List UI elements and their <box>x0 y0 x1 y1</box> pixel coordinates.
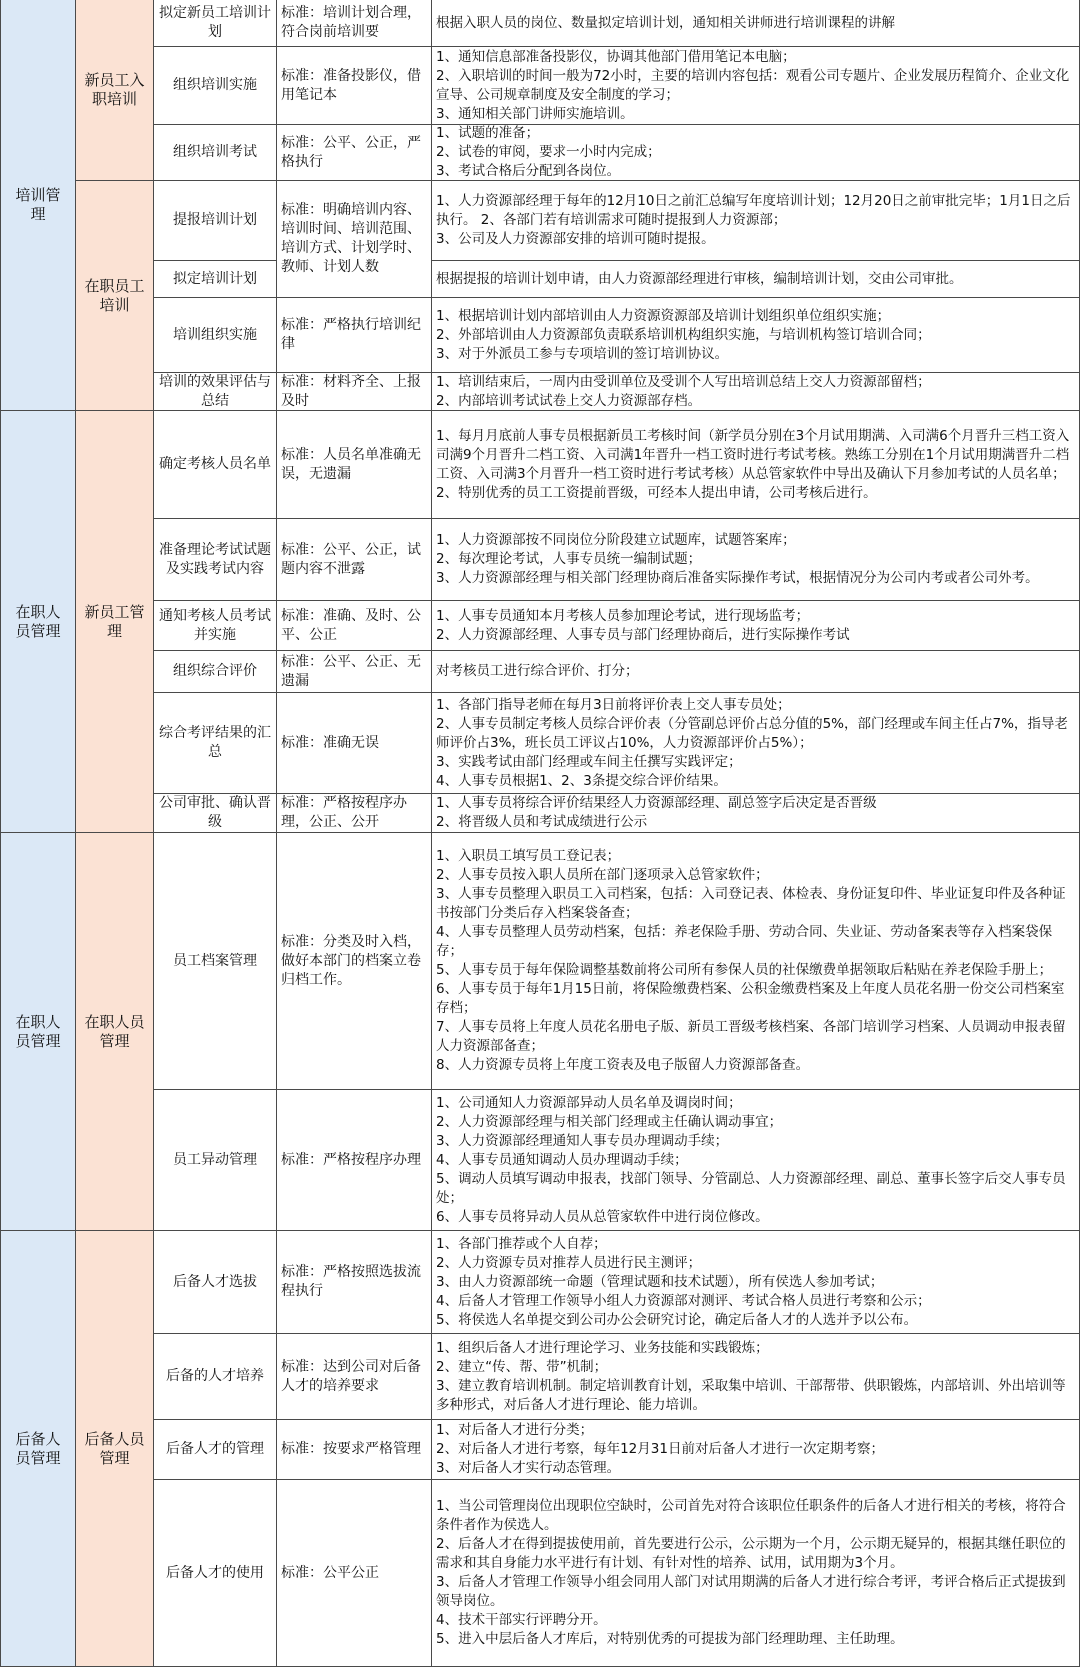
content-cell: 1、入职员工填写员工登记表； 2、人事专员按入职人员所在部门逐项录入总管家软件； 3、人事专员整理入职员工入司档案，包括：入司登记表、体检表、身份证复印件、毕业证复印件及各种证书按部门分类后存入档案袋备查； 4、人事专员整理人员劳动档案，包括：养老保险手册、劳动合同、失业证、劳动备案表等存入档案袋保存； 5、人事专员于每年保险调整基数前将公司所有参保人员的社保缴费单据领取后粘贴在养老保险手册上； 6、人事专员于每年1月15日前，将保险缴费档案、公积金缴费档案及上年度人员花名册一份交公司档案室存档； 7、人事专员将上年度人员花名册电子版、新员工晋级考核档案、各部门培训学习档案、人员调动申报表留人力资源部备查； 8、人力资源专员将上年度工资表及电子版留人力资源部备查。 <box>432 833 1080 1090</box>
content-cell: 1、人事专员通知本月考核人员参加理论考试，进行现场监考； 2、人力资源部经理、人事专员与部门经理协商后，进行实际操作考试 <box>432 601 1080 651</box>
category-cell: 后备人员管理 <box>0 1231 76 1667</box>
category-cell: 培训管理 <box>0 0 76 411</box>
content-cell: 1、试题的准备； 2、试卷的审阅，要求一小时内完成； 3、考试合格后分配到各岗位。 <box>432 125 1080 181</box>
standard-cell: 标准：公平公正 <box>277 1480 432 1667</box>
item-cell: 公司审批、确认晋级 <box>154 794 277 833</box>
standard-cell: 标准：达到公司对后备人才的培养要求 <box>277 1334 432 1420</box>
standard-cell: 标准：严格按程序办理 <box>277 1090 432 1231</box>
standard-cell: 标准：严格按程序办理，公正、公开 <box>277 794 432 833</box>
item-cell: 员工档案管理 <box>154 833 277 1090</box>
content-cell: 1、组织后备人才进行理论学习、业务技能和实践锻炼； 2、建立“传、帮、带”机制； 3、建立教育培训机制。制定培训教育计划，采取集中培训、干部帮带、供职锻炼，内部培训、外出培训等多种形式，对后备人才进行理论、能力培训。 <box>432 1334 1080 1420</box>
standard-cell: 标准：公平、公正、无遗漏 <box>277 651 432 693</box>
item-cell: 准备理论考试试题及实践考试内容 <box>154 519 277 601</box>
content-cell: 1、各部门指导老师在每月3日前将评价表上交人事专员处； 2、人事专员制定考核人员综合评价表（分管副总评价占总分值的5%，部门经理或车间主任占7%，指导老师评价占3%，班长员工评议占10%，人力资源部评价占5%）； 3、实践考试由部门经理或车间主任撰写实践评定； 4、人事专员根据1、2、3条提交综合评价结果。 <box>432 693 1080 794</box>
item-cell: 确定考核人员名单 <box>154 411 277 519</box>
item-cell: 后备的人才培养 <box>154 1334 277 1420</box>
content-cell: 1、人力资源部按不同岗位分阶段建立试题库，试题答案库； 2、每次理论考试，人事专员统一编制试题； 3、人力资源部经理与相关部门经理协商后准备实际操作考试，根据情况分为公司内考或者公司外考。 <box>432 519 1080 601</box>
subcategory-cell: 后备人员管理 <box>76 1231 154 1667</box>
standard-cell: 标准：按要求严格管理 <box>277 1420 432 1480</box>
standard-cell: 标准：准备投影仪，借用笔记本 <box>277 47 432 125</box>
standard-cell: 标准：公平、公正，严格执行 <box>277 125 432 181</box>
content-cell: 1、对后备人才进行分类； 2、对后备人才进行考察，每年12月31日前对后备人才进行一次定期考察； 3、对后备人才实行动态管理。 <box>432 1420 1080 1480</box>
item-cell: 综合考评结果的汇总 <box>154 693 277 794</box>
standard-cell: 标准：公平、公正，试题内容不泄露 <box>277 519 432 601</box>
content-cell: 对考核员工进行综合评价、打分； <box>432 651 1080 693</box>
item-cell: 拟定新员工培训计划 <box>154 0 277 47</box>
item-cell: 后备人才的使用 <box>154 1480 277 1667</box>
content-cell: 根据提报的培训计划申请，由人力资源部经理进行审核，编制培训计划，交由公司审批。 <box>432 261 1080 298</box>
subcategory-cell: 新员工管理 <box>76 411 154 833</box>
standard-cell: 标准：准确无误 <box>277 693 432 794</box>
subcategory-cell: 新员工入职培训 <box>76 0 154 181</box>
content-cell: 1、公司通知人力资源部异动人员名单及调岗时间； 2、人力资源部经理与相关部门经理或主任确认调动事宜； 3、人力资源部经理通知人事专员办理调动手续； 4、人事专员通知调动人员办理调动手续； 5、调动人员填写调动申报表，找部门领导、分管副总、人力资源部经理、副总、董事长签字后交人事专员处； 6、人事专员将异动人员从总管家软件中进行岗位修改。 <box>432 1090 1080 1231</box>
item-cell: 员工异动管理 <box>154 1090 277 1231</box>
content-cell: 1、通知信息部准备投影仪，协调其他部门借用笔记本电脑； 2、入职培训的时间一般为72小时，主要的培训内容包括：观看公司专题片、企业发展历程简介、企业文化宣导、公司规章制度及安全制度的学习； 3、通知相关部门讲师实施培训。 <box>432 47 1080 125</box>
item-cell: 培训组织实施 <box>154 298 277 373</box>
content-cell: 1、各部门推荐或个人自荐； 2、人力资源专员对推荐人员进行民主测评； 3、由人力资源部统一命题（管理试题和技术试题），所有侯选人参加考试； 4、后备人才管理工作领导小组人力资源部对测评、考试合格人员进行考察和公示； 5、将侯选人名单提交到公司办公会研究讨论，确定后备人才的人选并予以公布。 <box>432 1231 1080 1334</box>
content-cell: 根据入职人员的岗位、数量拟定培训计划，通知相关讲师进行培训课程的讲解 <box>432 0 1080 47</box>
item-cell: 后备人才选拔 <box>154 1231 277 1334</box>
content-cell: 1、培训结束后，一周内由受训单位及受训个人写出培训总结上交人力资源部留档； 2、内部培训考试试卷上交人力资源部存档。 <box>432 373 1080 411</box>
subcategory-cell: 在职人员管理 <box>76 833 154 1231</box>
item-cell: 组织综合评价 <box>154 651 277 693</box>
category-cell: 在职人员管理 <box>0 411 76 833</box>
item-cell: 提报培训计划 <box>154 181 277 261</box>
subcategory-cell: 在职员工培训 <box>76 181 154 411</box>
standard-cell: 标准：准确、及时、公平、公正 <box>277 601 432 651</box>
standard-cell: 标准：人员名单准确无误，无遗漏 <box>277 411 432 519</box>
item-cell: 后备人才的管理 <box>154 1420 277 1480</box>
standard-cell: 标准：材料齐全、上报及时 <box>277 373 432 411</box>
standard-cell: 标准：分类及时入档，做好本部门的档案立卷归档工作。 <box>277 833 432 1090</box>
content-cell: 1、人力资源部经理于每年的12月10日之前汇总编写年度培训计划；12月20日之前审批完毕；1月1日之后执行。 2、各部门若有培训需求可随时提报到人力资源部； 3、公司及人力资源部安排的培训可随时提报。 <box>432 181 1080 261</box>
content-cell: 1、根据培训计划内部培训由人力资源资源部及培训计划组织单位组织实施； 2、外部培训由人力资源部负责联系培训机构组织实施，与培训机构签订培训合同； 3、对于外派员工参与专项培训的签订培训协议。 <box>432 298 1080 373</box>
standard-cell: 标准：培训计划合理，符合岗前培训要 <box>277 0 432 47</box>
category-cell: 在职人员管理 <box>0 833 76 1231</box>
item-cell: 通知考核人员考试并实施 <box>154 601 277 651</box>
content-cell: 1、每月月底前人事专员根据新员工考核时间（新学员分别在3个月试用期满、入司满6个月晋升三档工资入司满9个月晋升二档工资、入司满1年晋升一档工资时进行考试考核。熟练工分别在1个月试用期满晋升二档工资、入司满3个月晋升一档工资时进行考试考核）从总管家软件中导出及确认下月参加考试的人员名单； 2、特别优秀的员工工资提前晋级，可经本人提出申请，公司考核后进行。 <box>432 411 1080 519</box>
item-cell: 培训的效果评估与总结 <box>154 373 277 411</box>
standard-cell: 标准：严格按照选拔流程执行 <box>277 1231 432 1334</box>
standard-cell: 标准：严格执行培训纪律 <box>277 298 432 373</box>
item-cell: 组织培训实施 <box>154 47 277 125</box>
content-cell: 1、当公司管理岗位出现职位空缺时，公司首先对符合该职位任职条件的后备人才进行相关的考核，将符合条件者作为侯选人。 2、后备人才在得到提拔使用前，首先要进行公示，公示期为一个月，公示期无疑异的，根据其继任职位的需求和其自身能力水平进行有计划、有针对性的培养、试用，试用期为3个月。 3、后备人才管理工作领导小组会同用人部门对试用期满的后备人才进行综合考评，考评合格后正式提拔到领导岗位。 4、技术干部实行评聘分开。 5、进入中层后备人才库后，对特别优秀的可提拔为部门经理助理、主任助理。 <box>432 1480 1080 1667</box>
standard-cell: 标准：明确培训内容、培训时间、培训范围、培训方式、计划学时、教师、计划人数 <box>277 181 432 298</box>
item-cell: 拟定培训计划 <box>154 261 277 298</box>
content-cell: 1、人事专员将综合评价结果经人力资源部经理、副总签字后决定是否晋级 2、将晋级人员和考试成绩进行公示 <box>432 794 1080 833</box>
item-cell: 组织培训考试 <box>154 125 277 181</box>
